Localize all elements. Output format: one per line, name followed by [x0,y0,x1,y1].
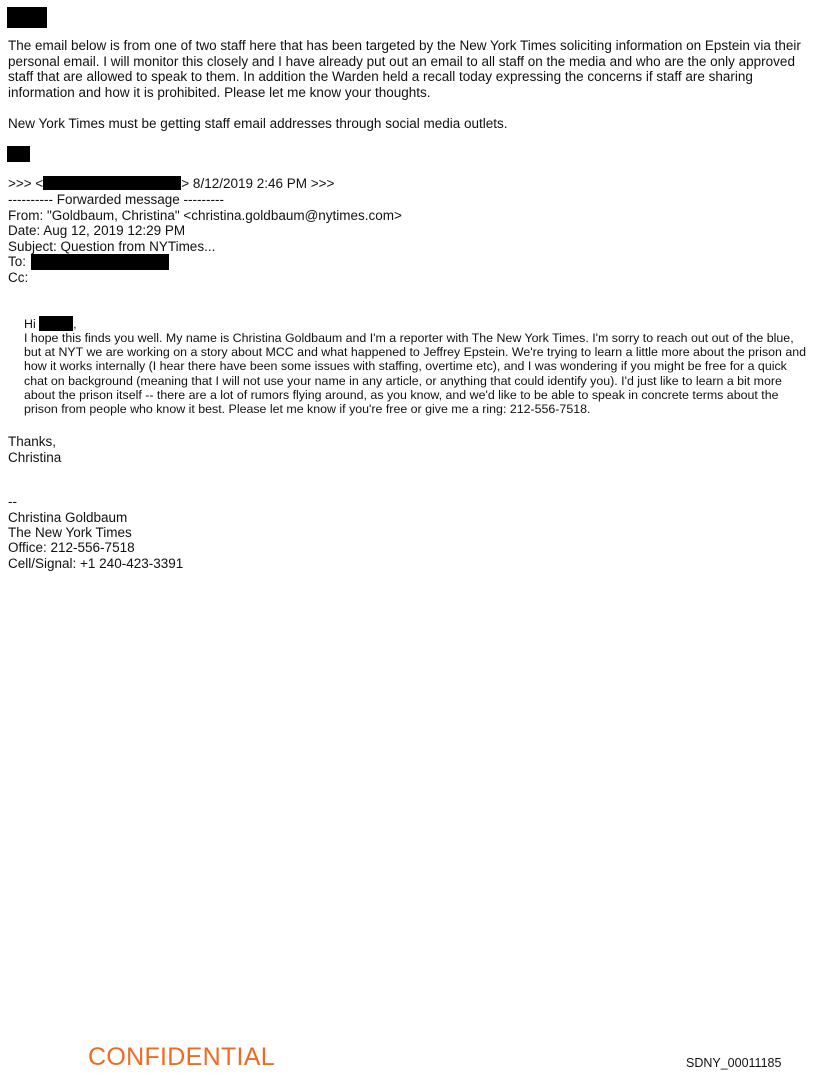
to-line [8,254,26,270]
bates-number: SDNY_00011185 [686,1056,782,1070]
redaction-sender-name [7,7,47,28]
greeting-suffix: , [73,317,77,331]
quote-suffix: > 8/12/2019 2:46 PM >>> [181,176,335,191]
memo-paragraph-2: New York Times must be getting staff email addresses through social media outlets. [8,116,508,131]
to-label: To: [8,254,27,269]
redaction-sender-email [43,176,181,190]
message-body: I hope this finds you well. My name is Christina Goldbaum and I'm a reporter with The New York Times. I'm sorry to reach out out of the blue, but at NYT we are working on a story about MCC and what happened to Jeffrey Epstein. We're trying to learn a little more about the prison and how it works internally (I hear there have been some issues with staffing, overtime etc), and I was wondering if you might be free for a quick chat on background (meaning that I will not use your name in any article, or anything that could identify you). I'd just like to learn a bit more about the prison itself -- there are a lot of rumors flying around, as you know, and we'd like to be able to speak in concrete terms about the prison from people who know it best. Please let me know if you're free or give me a ring: 212-556-7518. [24,331,807,417]
confidential-stamp: CONFIDENTIAL [88,1043,275,1071]
date-line: Date: Aug 12, 2019 12:29 PM [8,223,186,238]
signature-office: Office: 212-556-7518 [8,540,135,555]
memo-paragraph-1: The email below is from one of two staff here that has been targeted by the New York Times soliciting information on Epstein via their personal email. I will monitor this closely and I have already put out an email to all staff on the media and who are the only approved staff that are allowed to speak to them. In addition the Warden held a recall today expressing the concerns if staff are sharing information and how it is prohibited. Please let me know your thoughts. [8,38,801,100]
quote-prefix: >>> < [8,176,44,191]
signature-org: The New York Times [8,525,132,540]
cc-line: Cc: [8,270,29,285]
signature-name: Christina Goldbaum [8,510,128,525]
from-line: From: "Goldbaum, Christina" <christina.goldbaum@nytimes.com> [8,208,402,223]
quote-header [8,176,334,192]
closing-name: Christina [8,450,62,465]
closing: Thanks, [8,434,57,449]
signature-cell: Cell/Signal: +1 240-423-3391 [8,556,184,571]
redaction-recipient-name [39,316,73,331]
forward-divider: ---------- Forwarded message --------- [8,192,224,207]
subject-line: Subject: Question from NYTimes... [8,239,216,254]
redaction-to-address [31,254,169,270]
signature-separator: -- [8,494,17,509]
redaction-signer [7,146,30,162]
greeting-prefix: Hi [24,317,36,331]
